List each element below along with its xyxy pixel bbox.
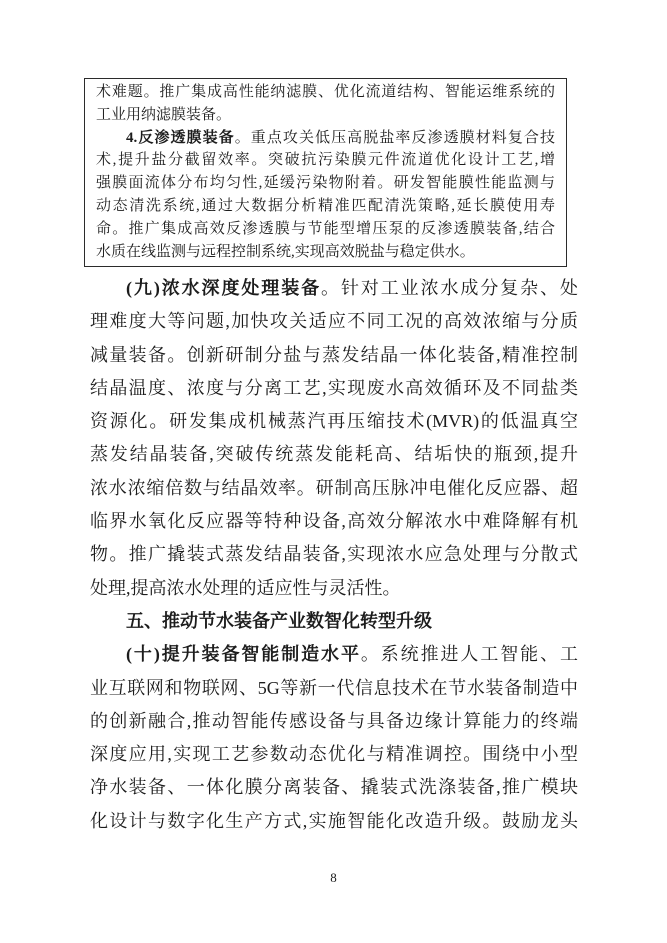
text-line	[90, 305, 578, 338]
text-run: 业互联网和物联网、5G等新一代信息技术在节水装备制造中	[90, 677, 578, 698]
document-body	[90, 272, 578, 838]
text-run: 净水装备、一体化膜分离装备、撬装式洗涤装备,推广模块	[90, 777, 578, 798]
text-line	[90, 672, 578, 705]
text-run: 结晶温度、浓度与分离工艺,实现废水高效循环及不同盐类	[90, 377, 578, 398]
text-run: 临界水氧化反应器等特种设备,高效分解浓水中难降解有机	[90, 511, 578, 532]
text-run: 术难题。推广集成高性能纳滤膜、优化流道结构、智能运维系统的	[96, 84, 555, 100]
page-number: 8	[330, 870, 337, 885]
text-run: 术,提升盐分截留效率。突破抗污染膜元件流道优化设计工艺,增	[96, 152, 555, 169]
text-run: 动态清洗系统,通过大数据分析精准匹配清洗策略,延长膜使用寿	[96, 197, 555, 214]
text-run: 处理,提高浓水处理的适应性与灵活性。	[90, 577, 401, 598]
text-run: 强膜面流体分布均匀性,延缓污染物附着。研发智能膜性能监测与	[96, 175, 555, 192]
text-run: 水质在线监测与远程控制系统,实现高效脱盐与稳定供水。	[96, 243, 475, 260]
bordered-text-box	[84, 78, 567, 267]
text-line	[96, 195, 555, 218]
text-run: 减量装备。创新研制分盐与蒸发结晶一体化装备,精准控制	[90, 344, 578, 365]
section-heading	[90, 605, 578, 638]
text-line	[90, 572, 578, 605]
text-line	[96, 127, 555, 150]
text-run: 理难度大等问题,加快攻关适应不同工况的高效浓缩与分质	[90, 311, 578, 332]
text-line	[90, 472, 578, 505]
text-run: 命。推广集成高效反渗透膜与节能型增压泵的反渗透膜装备,结合	[96, 220, 555, 237]
bold-text-run: (十)提升装备智能制造水平	[126, 644, 361, 665]
text-line	[96, 81, 555, 104]
text-line	[96, 241, 555, 264]
page-footer	[0, 870, 667, 886]
text-line	[96, 104, 555, 127]
text-run: 资源化。研发集成机械蒸汽再压缩技术(MVR)的低温真空	[90, 411, 578, 432]
text-line	[90, 771, 578, 804]
text-run: 浓水浓缩倍数与结晶效率。研制高压脉冲电催化反应器、超	[90, 477, 578, 498]
text-line	[90, 638, 578, 671]
bold-text-run: 五、推动节水装备产业数智化转型升级	[126, 610, 432, 631]
text-line	[90, 438, 578, 471]
bold-text-run: (九)浓水深度处理装备	[126, 278, 322, 298]
text-line	[90, 538, 578, 571]
text-run: 物。推广撬装式蒸发结晶装备,实现浓水应急处理与分散式	[90, 544, 578, 565]
text-run: 蒸发结晶装备,突破传统蒸发能耗高、结垢快的瓶颈,提升	[90, 444, 578, 465]
text-run: 的创新融合,推动智能传感设备与具备边缘计算能力的终端	[90, 710, 578, 731]
text-line	[96, 172, 555, 195]
text-line	[90, 505, 578, 538]
text-run: 深度应用,实现工艺参数动态优化与精准调控。围绕中小型	[90, 744, 578, 765]
text-run: 。针对工业浓水成分复杂、处	[321, 278, 578, 298]
text-line	[90, 405, 578, 438]
text-line	[90, 372, 578, 405]
text-line	[90, 705, 578, 738]
text-line	[96, 218, 555, 241]
text-line	[90, 805, 578, 838]
text-line	[90, 339, 578, 372]
text-run: 化设计与数字化生产方式,实施智能化改造升级。鼓励龙头	[90, 810, 578, 831]
text-line	[90, 272, 578, 305]
text-line	[96, 149, 555, 172]
text-run: 工业用纳滤膜装备。	[96, 106, 232, 123]
text-run: 。重点攻关低压高脱盐率反渗透膜材料复合技	[234, 129, 555, 146]
text-line	[90, 738, 578, 771]
bold-text-run: 4.反渗透膜装备	[126, 129, 235, 146]
text-run: 。系统推进人工智能、工	[360, 644, 578, 665]
